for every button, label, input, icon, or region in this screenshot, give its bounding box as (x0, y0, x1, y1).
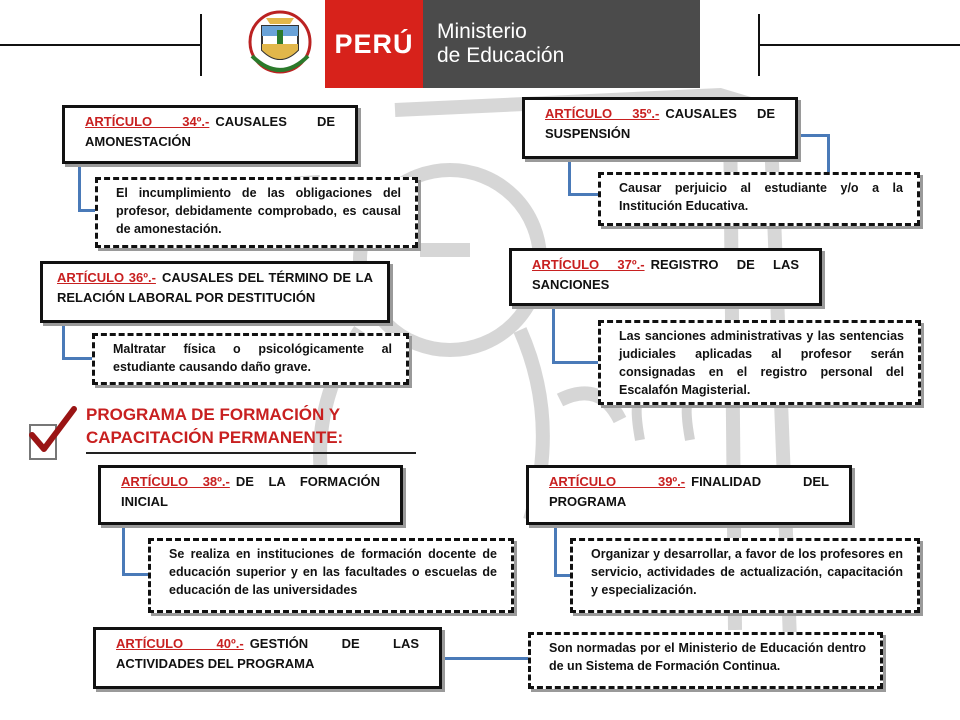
article-37-box (509, 248, 822, 306)
article-38-desc: Se realiza en instituciones de formación docente de educación superior y en las facultades o escuelas de educación de las universidades (148, 538, 514, 613)
connector-37 (552, 300, 602, 364)
coat-of-arms-icon (242, 4, 318, 84)
article-34-label: ARTÍCULO 34º.- (85, 114, 210, 129)
article-40-label: ARTÍCULO 40º.- (116, 636, 244, 651)
article-40-desc: Son normadas por el Ministerio de Educación dentro de un Sistema de Formación Continua. (528, 632, 883, 689)
ministry-line-1: Ministerio (437, 20, 527, 43)
program-title-line-2: CAPACITACIÓN PERMANENTE: (86, 428, 344, 447)
connector-36 (62, 320, 96, 360)
article-39-box (526, 465, 852, 525)
article-36-title: CAUSALES DEL TÉRMINO DE LA RELACIÓN LABORAL POR DESTITUCIÓN (57, 270, 373, 305)
ministry-line-2: de Educación (437, 44, 565, 67)
header-line-left (0, 44, 200, 46)
article-38-label: ARTÍCULO 38º.- (121, 474, 230, 489)
article-37-title: REGISTRO DE LAS SANCIONES (532, 257, 800, 292)
brand-peru: PERÚ (325, 0, 423, 88)
article-40-title: GESTIÓN DE LAS ACTIVIDADES DEL PROGRAMA (116, 636, 419, 671)
header-tick-left (200, 14, 202, 76)
article-35-box (522, 97, 798, 159)
article-37-desc: Las sanciones administrativas y las sentencias judiciales aplicadas al profesor serán consignadas en el registro personal del Escalafón Magisterial. (598, 320, 921, 405)
article-34-desc: El incumplimiento de las obligaciones del profesor, debidamente comprobado, es causal de amonestación. (95, 177, 418, 248)
article-40-box (93, 627, 442, 689)
connector-35 (568, 155, 602, 196)
connector-35-bottom (830, 226, 880, 229)
article-38-title: DE LA FORMACIÓN INICIAL (121, 474, 381, 509)
article-35-label: ARTÍCULO 35º.- (545, 106, 660, 121)
program-title-underline (86, 452, 416, 454)
header-tick-right (758, 14, 760, 76)
article-39-label: ARTÍCULO 39º.- (549, 474, 686, 489)
header-line-right (760, 44, 960, 46)
program-title-line-1: PROGRAMA DE FORMACIÓN Y (86, 405, 341, 424)
article-36-box (40, 261, 390, 323)
article-39-desc: Organizar y desarrollar, a favor de los profesores en servicio, actividades de actualización, capacitación y especialización. (570, 538, 920, 613)
article-36-label: ARTÍCULO 36º.- (57, 270, 156, 285)
article-36-desc: Maltratar física o psicológicamente al estudiante causando daño grave. (92, 333, 409, 385)
article-35-title: CAUSALES DE SUSPENSIÓN (545, 106, 775, 141)
ministry-name (423, 0, 700, 88)
article-39-title: FINALIDAD DEL PROGRAMA (549, 474, 829, 509)
article-37-label: ARTÍCULO 37º.- (532, 257, 645, 272)
checkmark-icon (26, 405, 78, 455)
article-34-title: CAUSALES DE AMONESTACIÓN (85, 114, 335, 149)
article-35-desc: Causar perjuicio al estudiante y/o a la Institución Educativa. (598, 172, 920, 226)
program-title (86, 403, 343, 449)
connector-40 (442, 657, 530, 660)
article-34-box (62, 105, 358, 164)
article-38-box (98, 465, 403, 525)
